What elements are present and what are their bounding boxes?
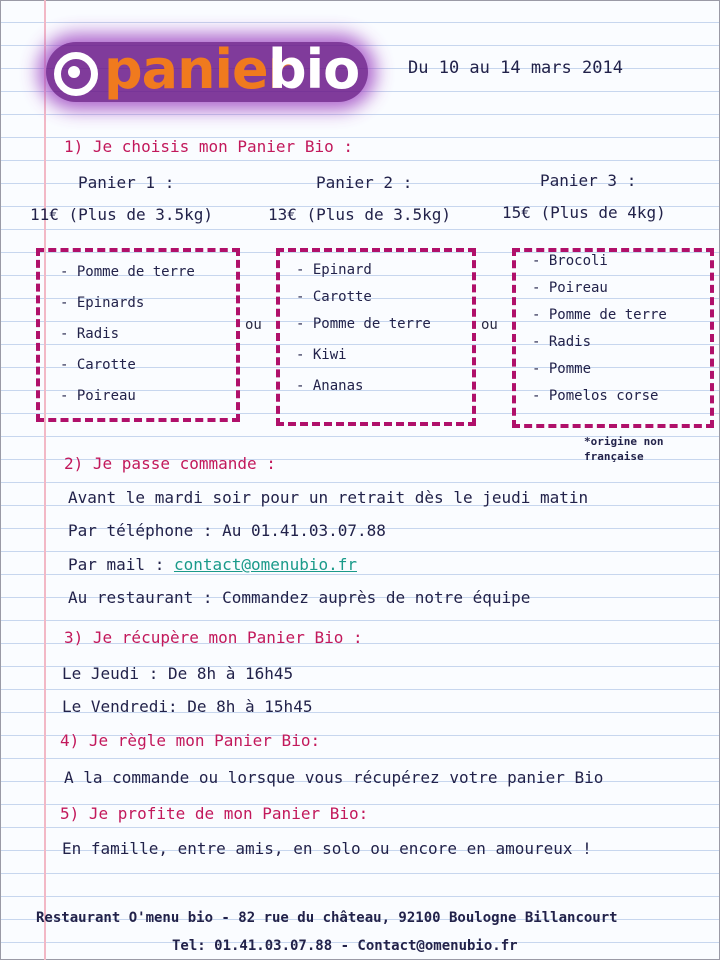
panier3-item: - Pomme de terre: [532, 307, 667, 323]
panier1-item: - Radis: [60, 326, 120, 342]
footer-address: Restaurant O'menu bio - 82 rue du château, 92100 Boulogne Billancourt: [36, 910, 618, 926]
step3-line-jeudi: Le Jeudi : De 8h à 16h45: [62, 664, 294, 683]
panier2-name: Panier 2 :: [316, 173, 413, 192]
step1-title: 1) Je choisis mon Panier Bio :: [64, 137, 353, 156]
mail-label: Par mail :: [68, 555, 174, 574]
step3-title: 3) Je récupère mon Panier Bio :: [64, 628, 363, 647]
panier2-item: - Epinard: [296, 262, 372, 278]
step2-line-phone: Par téléphone : Au 01.41.03.07.88: [68, 521, 386, 540]
step5-line: En famille, entre amis, en solo ou encore en amoureux !: [62, 839, 592, 858]
step4-title: 4) Je règle mon Panier Bio:: [60, 731, 321, 750]
logo-word-panier: panier: [104, 38, 294, 101]
panier3-item: - Brocoli: [532, 253, 608, 269]
panier2-item: - Pomme de terre: [296, 316, 431, 332]
logo-dot: [68, 66, 80, 78]
panier3-item: - Poireau: [532, 280, 608, 296]
panier1-item: - Poireau: [60, 388, 136, 404]
step5-title: 5) Je profite de mon Panier Bio:: [60, 804, 369, 823]
step4-line: A la commande ou lorsque vous récupérez votre panier Bio: [64, 768, 604, 787]
panier3-item: - Radis: [532, 334, 592, 350]
contact-email-link[interactable]: contact@omenubio.fr: [173, 555, 357, 574]
panier3-item: - Pomelos corse: [532, 388, 659, 404]
panier1-item: - Pomme de terre: [60, 264, 195, 280]
step3-line-vendredi: Le Vendredi: De 8h à 15h45: [62, 697, 313, 716]
panier1-name: Panier 1 :: [78, 173, 175, 192]
panier2-price: 13€ (Plus de 3.5kg): [268, 205, 452, 224]
separator-ou-2: ou: [481, 317, 498, 333]
date-range: Du 10 au 14 mars 2014: [408, 58, 623, 78]
separator-ou-1: ou: [245, 317, 262, 333]
panier1-price: 11€ (Plus de 3.5kg): [30, 205, 214, 224]
panier3-item: - Pomme: [532, 361, 592, 377]
step2-title: 2) Je passe commande :: [64, 454, 276, 473]
panierbio-logo: [46, 36, 368, 106]
panier2-item: - Kiwi: [296, 347, 347, 363]
step2-line-restaurant: Au restaurant : Commandez auprès de notre équipe: [68, 588, 531, 607]
origin-note: *origine non française: [584, 435, 664, 463]
panier2-item: - Carotte: [296, 289, 372, 305]
panier1-item: - Epinards: [60, 295, 145, 311]
step2-line-mail: [68, 555, 357, 575]
footer-contact: Tel: 01.41.03.07.88 - Contact@omenubio.fr: [172, 938, 518, 954]
panier3-price: 15€ (Plus de 4kg): [502, 203, 666, 222]
panier3-name: Panier 3 :: [540, 171, 637, 190]
panier1-item: - Carotte: [60, 357, 136, 373]
notebook-margin-line: [44, 0, 46, 960]
logo-word-bio: bio: [268, 38, 360, 101]
panier2-item: - Ananas: [296, 378, 364, 394]
step2-line-deadline: Avant le mardi soir pour un retrait dès le jeudi matin: [68, 488, 589, 507]
